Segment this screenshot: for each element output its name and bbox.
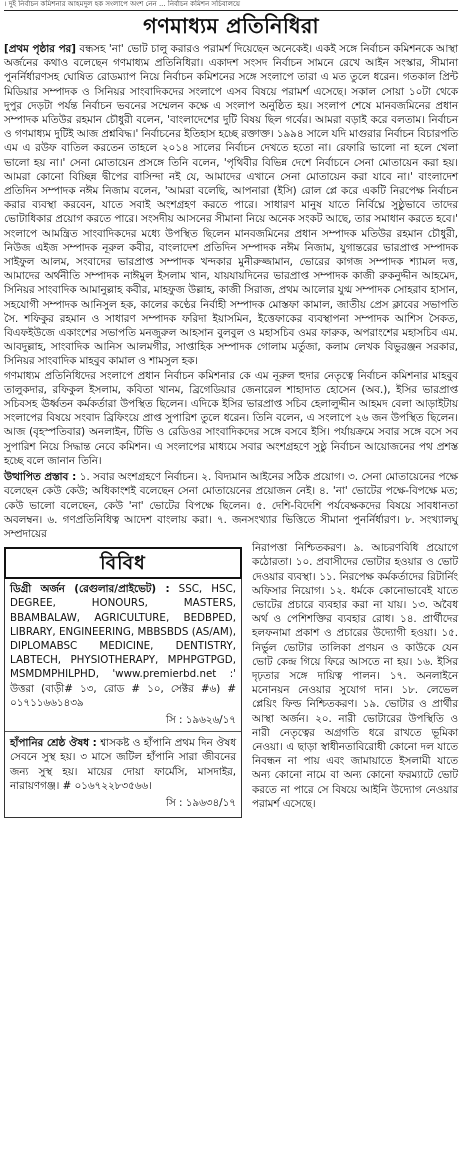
classified-box [4,547,242,818]
continuation-label: [প্রথম পৃষ্ঠার পর] [4,43,76,55]
ad-title: হাঁপানির শ্রেষ্ঠ ঔষধ : [10,737,97,750]
ad-title: ডিগ্রী অর্জন (রেগুলার/প্রাইভেট) : [10,583,170,596]
classified-ads [4,579,242,818]
page-title: গণমাধ্যম প্রতিনিধিরা [143,14,319,38]
ad-code: সি : ১৯৬২৬/১৭ [165,713,236,726]
top-cutoff-line: । দুই নির্বাচন কমিশনার আহমদুল হক সংলাপে অংশ নেন ... নির্বাচন কমিশন সচিবালয়ে [4,0,240,8]
proposals-label: উত্থাপিত প্রস্তাব : [4,471,77,484]
lower-section [4,470,458,811]
ad-text: শ্বাসকষ্ট ও হাঁপানি প্রথম দিন ঔষধ সেবনে সুস্থ হয়। ৩ মাসে জটিল হাঁপানি সারা জীবনের জন্য সুস্থ হয়। মায়ের দোয়া ফার্মেসি, মাসদাইর, নারায়ণগঞ্জ। # ০১৬৭২২৮৩৫৬৬। [10,737,236,792]
proposals-intro [4,470,458,541]
ad-degree [10,582,236,710]
article-paragraph-2: গণমাধ্যম প্রতিনিধিদের সংলাপে প্রধান নির্বাচন কমিশনার কে এম নূরুল হুদার নেতৃত্বে নির্বাচন কমিশনার মাহবুব তালুকদার, রফিকুল ইসলাম, কবিতা খানম, ব্রিগেডিয়ার জেনারেল শাহাদাত হোসেন (অব.), ইসির ভারপ্রাপ্ত সচিবসহ ঊর্ধ্বতন কর্মকর্তারা উপস্থিত ছিলেন। এদিকে ইসির ভারপ্রাপ্ত সচিব হেলালুদ্দীন আহমদ বেলা আড়াইটায় সংলাপের বিষয়ে সংবাদ ব্রিফিংয়ে প্রাপ্ত সুপারিশ তুলে ধরেন। তিনি বলেন, এ সংলাপে ২৬ জন উপস্থিত ছিলেন। আজ (বৃহস্পতিবার) অনলাইন, টিভি ও রেডিওর সাংবাদিকদের সঙ্গে বসবে ইসি। পর্যায়ক্রমে সবার সঙ্গে বসে সব সুপারিশ নিয়ে সিদ্ধান্ত নেবে কমিশন। এ সংলাপের মাধ্যমে সবার অংশগ্রহণে সুষ্ঠু নির্বাচন আয়োজনের পথ প্রশস্ত হচ্ছে বলে জানান তিনি। [4,369,458,467]
ad-divider [5,731,241,732]
ad-text: SSC, HSC, DEGREE, HONOURS, MASTERS, BBAMBALAW, AGRICULTURE, BEDBPED, LIBRARY, ENGINEERING, MBBSBDS (AS/AM), DIPLOMABSC MEDICINE, DENTISTRY, LABTECH, PHYSIOTHERAPY, MPHPGTPGD, MSMDMPHILPHD, 'www.premierbd.net :' উত্তরা (বাড়ী# ১৩, রোড # ১০, সেক্টর #৬) # ০১৭১১৬৬১৪৩৯ [10,583,236,709]
proposals-text-rest: নিরাপত্তা নিশ্চিতকরণ। ৯. আচরণবিধি প্রয়োগে কঠোরতা। ১০. প্রবাসীদের ভোটার হওয়ার ও ভোট দেওয়ার ব্যবস্থা। ১১. নিরপেক্ষ কর্মকর্তাদের রিটার্নিং অফিসার নিয়োগ। ১২. ধর্মকে কোনোভাবেই যাতে ভোটের প্রচারে ব্যবহার করা না যায়। ১৩. অবৈধ অর্থ ও পেশিশক্তির ব্যবহার রোধ। ১৪. প্রার্থীদের হলফনামা প্রকাশ ও প্রচারের উদ্যোগী হওয়া। ১৫. নির্ভুল ভোটার তালিকা প্রণয়ন ও কাউকে যেন ভোট কেন্দ্র গিয়ে ফিরে আসতে না হয়। ১৬. ইসির দৃঢ়তার সঙ্গে দায়িত্ব পালন। ১৭. অনলাইনে মনোনয়ন নেওয়ার সুযোগ দান। ১৮. লেভেল প্লেয়িং ফিল্ড নিশ্চিতকরণ। ১৯. ভোটার ও প্রার্থীর আস্থা অর্জন। ২০. নারী ভোটারের উপস্থিতি ও নারী নেতৃত্বের অগ্রগতি ধরে রাখতে ভূমিকা নেওয়া। এ ছাড়া স্বাধীনতাবিরোধী কোনো দল যাতে নিবন্ধন না পায় এবং জামায়াতে ইসলামী যাতে অন্য কোনো নামে বা অন্য কোনো ফরম্যাটে ভোট করতে না পারে সে বিষয়ে আইনি উদ্যোগ নেওয়ার পরামর্শ এসেছে। [252,542,458,810]
paragraph-text: বন্ধসহ 'না' ভোট চালু করারও পরামর্শ দিয়েছেন অনেকেই। একই সঙ্গে নির্বাচন কমিশনকে আস্থা অর্জনের কথাও বলেছেন গণমাধ্যম প্রতিনিধিরা। একাদশ সংসদ নির্বাচন সামনে রেখে আইন সংস্কার, সীমানা পুনর্নির্ধারণসহ ঘোষিত রোডম্যাপ নিয়ে নির্বাচন কমিশনের সঙ্গে সংলাপে তারা এ মত তুলে ধরেন। গতকাল প্রিন্ট মিডিয়ার সম্পাদক ও সিনিয়র সাংবাদিকদের সংলাপে এসব বিষয়ে পরামর্শ এসেছে। সকাল সোয়া ১০টা থেকে দুপুর দেড়টা পর্যন্ত নির্বাচন ভবনের সম্মেলন কক্ষে এ সংলাপ অনুষ্ঠিত হয়। সংলাপ শেষে মানবজমিনের প্রধান সম্পাদক মতিউর রহমান চৌধুরী বলেন, 'বাংলাদেশের দুটি বিষয় ছিল গর্বের। আমরা বড়াই করে বলতাম। নির্বাচন ও গণমাধ্যম দুটিই আজ প্রশ্নবিদ্ধ।' নির্বাচনের ইতিহাস হচ্ছে রক্তাক্ত। ১৯৯৪ সালে যদি মাগুরার নির্বাচন বিচারপতি এম এ রউফ বাতিল করতেন তাহলে ২০১৪ সালের নির্বাচন দেখতে হতো না। রেফারি ভালো না হলে খেলা ভালো হয় না।' সেনা মোতায়েন প্রসঙ্গে তিনি বলেন, 'পৃথিবীর বিভিন্ন দেশে নির্বাচনে সেনা মোতায়েন করা হয়। আমরা কোনো বিচ্ছিন্ন দ্বীপের বাসিন্দা নই যে, আমাদের এখানে সেনা মোতায়েন করা যাবে না।' বাংলাদেশ প্রতিদিন সম্পাদক নঈম নিজাম বলেন, 'আমরা বলেছি, আপনারা (ইসি) রোল প্লে করে একটি নিরপেক্ষ নির্বাচন করার ব্যবস্থা করবেন, যাতে সবাই অংশগ্রহণ করতে পারে। সাধারণ মানুষ যাতে নির্বিঘ্নে সুষ্ঠুভাবে তাদের ভোটাধিকার প্রয়োগ করতে পারে। সংসদীয় আসনের সীমানা নিয়ে অনেক সংকট আছে, তার সমাধান করতে হবে।' সংলাপে আমন্ত্রিত সাংবাদিকদের মধ্যে উপস্থিত ছিলেন মানবজমিনের প্রধান সম্পাদক মতিউর রহমান চৌধুরী, নিউজ এইজ সম্পাদক নূরুল কবীর, বাংলাদেশ প্রতিদিন সম্পাদক নঈম নিজাম, যুগান্তরের ভারপ্রাপ্ত সম্পাদক সাইফুল আলম, সংবাদের ভারপ্রাপ্ত সম্পাদক খন্দকার মুনীরুজ্জামান, ভোরের কাগজ সম্পাদক শ্যামল দত্ত, আমাদের অর্থনীতি সম্পাদক নাঈমুল ইসলাম খান, যায়যায়দিনের ভারপ্রাপ্ত সম্পাদক কাজী রুকনুদ্দীন আহমেদ, সিনিয়র সাংবাদিক আমানুল্লাহ কবীর, মাহফুজ উল্লাহ, কাজী সিরাজ, প্রথম আলোর যুগ্ম সম্পাদক সোহরাব হাসান, সহযোগী সম্পাদক আনিসুল হক, কালের কণ্ঠের নির্বাহী সম্পাদক মোস্তফা কামাল, জাতীয় প্রেস ক্লাবের সভাপতি সৈ. শফিকুর রহমান ও সাধারণ সম্পাদক ফরিদা ইয়াসমিন, ইত্তেফাকের ব্যবস্থাপনা সম্পাদক আশিস সৈকত, বিএফইউজে একাংশের সভাপতি মনজুরুল আহসান বুলবুল ও মহাসচিব ওমর ফারুক, অপরাংশের মহাসচিব এম. আবদুল্লাহ, সাংবাদিক আনিস আলমগীর, সাপ্তাহিক সম্পাদক গোলাম মর্তুজা, কলাম লেখক বিভুরঞ্জন সরকার, সিনিয়র সাংবাদিক মাহবুব কামাল ও শামসুল হক। [4,43,458,368]
article-body [4,42,458,811]
proposals-text-start: ১. সবার অংশগ্রহণে নির্বাচন। ২. বিদ্যমান আইনের সঠিক প্রয়োগ। ৩. সেনা মোতায়েনের পক্ষে বলেছেন কেউ কেউ; অধিকাংশই বলেছেন সেনা মোতায়েনের প্রয়োজন নেই। ৪. 'না' ভোটের পক্ষে-বিপক্ষে মত; কেউ ভালো বলেছেন, কেউ 'না' ভোটের বিপক্ষে ছিলেন। ৫. দেশি-বিদেশি পর্যবেক্ষকদের বিষয়ে সাবধানতা অবলম্বন। ৬. গণপ্রতিনিধিত্ব আদেশ বাংলায় করা। ৭. জনসংখ্যার ভিত্তিতে সীমানা পুনর্নির্ধারণ। ৮. সংখ্যালঘু সম্প্রদায়ের [4,471,458,540]
top-rule [4,10,458,11]
article-paragraph-1 [4,42,458,369]
ad-code: সি : ১৯৬৩৪/১৭ [165,796,236,809]
ad-asthma [10,736,236,793]
classified-heading: বিবিধ [4,547,242,579]
